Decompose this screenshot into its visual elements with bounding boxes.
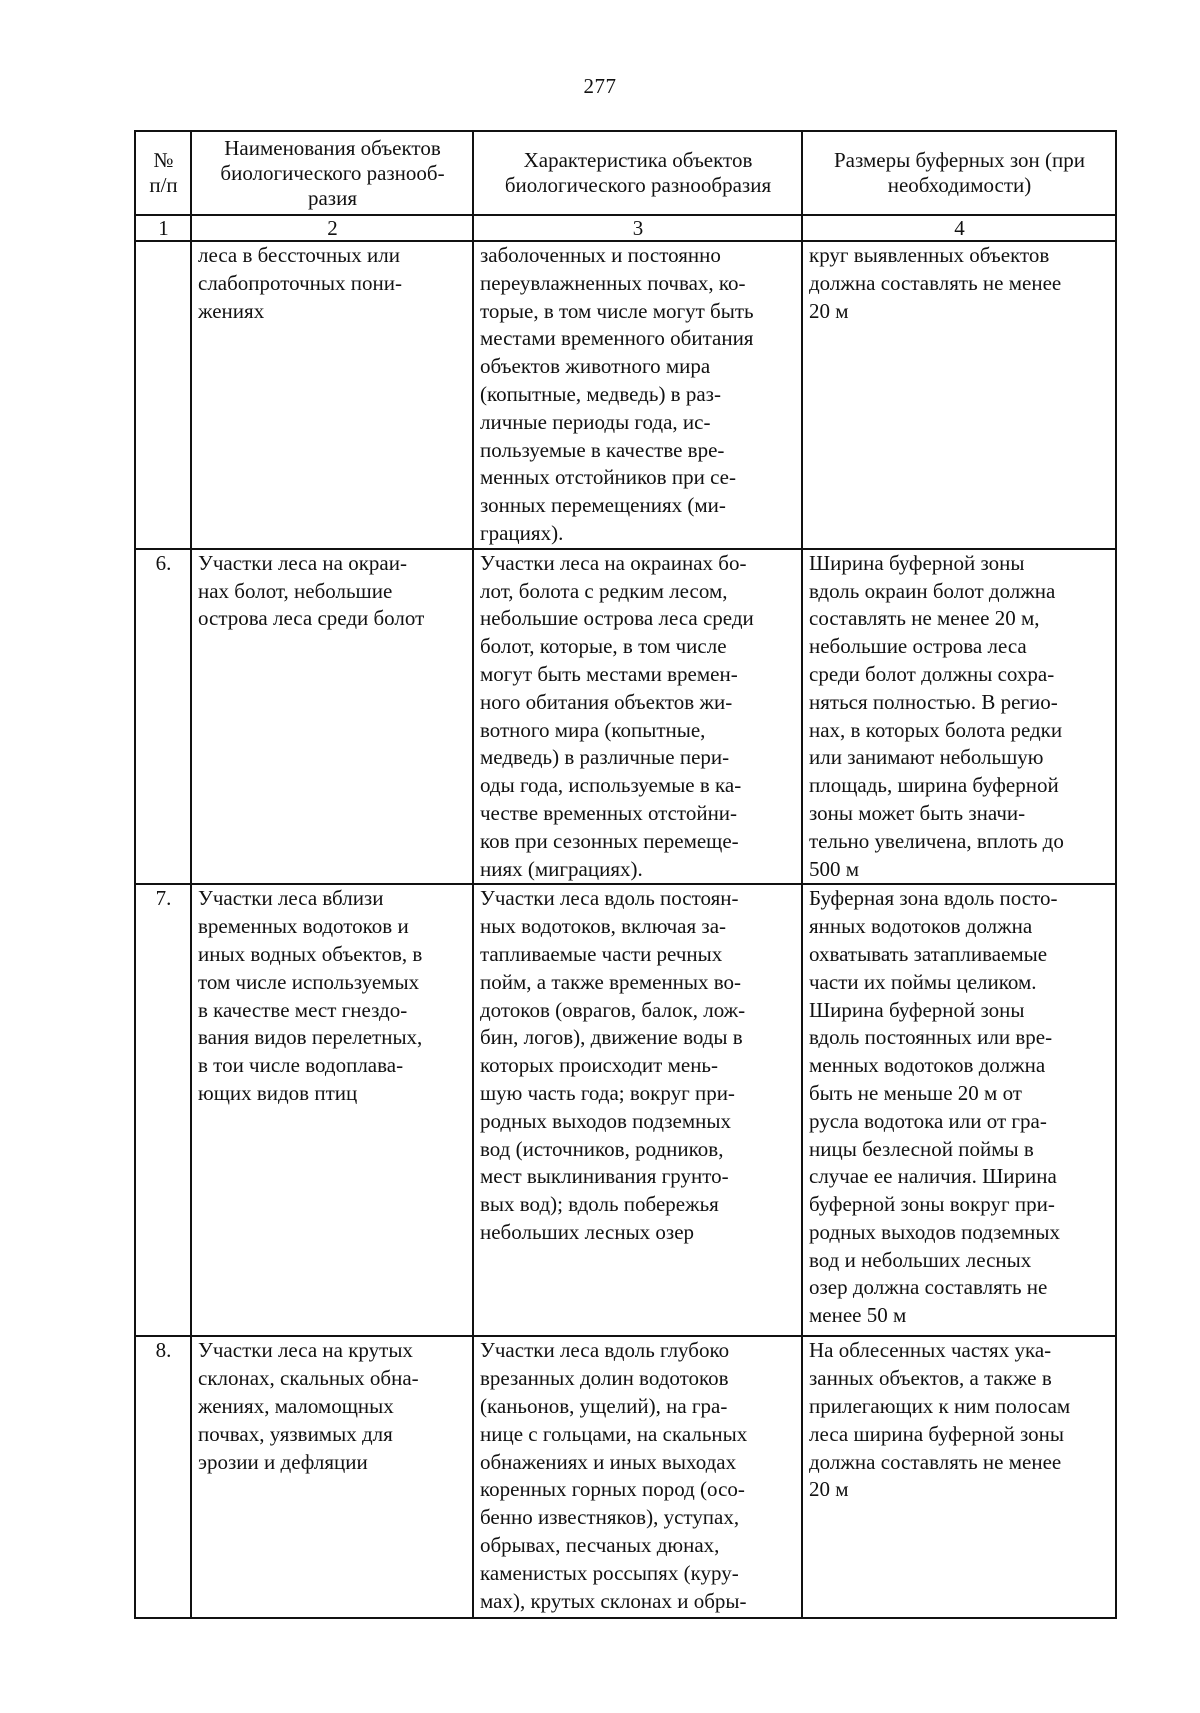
column-number-4: 4 — [802, 215, 1116, 241]
biodiversity-table — [134, 130, 1117, 1619]
table-row — [135, 884, 1116, 1336]
header-name: Наименования объектов биологического разнооб- разия — [191, 131, 473, 215]
table-row — [135, 241, 1116, 549]
column-number-row — [135, 215, 1116, 241]
column-number-2: 2 — [191, 215, 473, 241]
row-number: 6. — [135, 549, 191, 885]
object-characteristic: заболоченных и постоянно переувлажненных почвах, ко- торые, в том числе могут быть местами временного обитания объектов животного мира (копытные, медведь) в раз- личные периоды года, ис- пользуемые в качестве вре- менных отстойников при се- зонных перемещениях (ми- грациях). — [473, 241, 802, 549]
buffer-zone-size: Буферная зона вдоль посто- янных водотоков должна охватывать затапливаемые части их поймы целиком. Ширина буферной зоны вдоль постоянных или вре- менных водотоков должна быть не меньше 20 м от русла водотока или от гра- ницы безлесной поймы в случае ее наличия. Ширина буферной зоны вокруг при- родных выходов подземных вод и небольших лесных озер должна составлять не менее 50 м — [802, 884, 1116, 1336]
header-buffer: Размеры буферных зон (при необходимости) — [802, 131, 1116, 215]
row-number — [135, 241, 191, 549]
object-name: Участки леса на крутых склонах, скальных обна- жениях, маломощных почвах, уязвимых для эрозии и дефляции — [191, 1336, 473, 1618]
page-number: 277 — [583, 74, 617, 98]
header-num: № п/п — [135, 131, 191, 215]
column-number-1: 1 — [135, 215, 191, 241]
object-name: Участки леса вблизи временных водотоков и иных водных объектов, в том числе используемых в качестве мест гнездо- вания видов перелетных, в тои числе водоплава- ющих видов птиц — [191, 884, 473, 1336]
table-row — [135, 1336, 1116, 1618]
object-characteristic: Участки леса вдоль постоян- ных водотоков, включая за- тапливаемые части речных пойм, а также временных во- дотоков (оврагов, балок, лож- бин, логов), движение воды в которых происходит мень- шую часть года; вокруг при- родных выходов подземных вод (источников, родников, мест выклинивания грунто- вых вод); вдоль побережья небольших лесных озер — [473, 884, 802, 1336]
buffer-zone-size: Ширина буферной зоны вдоль окраин болот должна составлять не менее 20 м, небольшие острова леса среди болот должны сохра- няться полностью. В регио- нах, в которых болота редки или занимают небольшую площадь, ширина буферной зоны может быть значи- тельно увеличена, вплоть до 500 м — [802, 549, 1116, 885]
object-characteristic: Участки леса вдоль глубоко врезанных долин водотоков (каньонов, ущелий), на гра- нице с гольцами, на скальных обнажениях и иных выходах коренных горных пород (осо- бенно известняков), уступах, обрывах, песчаных дюнах, каменистых россыпях (куру- мах), крутых склонах и обры- — [473, 1336, 802, 1618]
row-number: 8. — [135, 1336, 191, 1618]
header-characteristic: Характеристика объектов биологического разнообразия — [473, 131, 802, 215]
table-row — [135, 549, 1116, 885]
buffer-zone-size: круг выявленных объектов должна составлять не менее 20 м — [802, 241, 1116, 549]
buffer-zone-size: На облесенных частях ука- занных объектов, а также в прилегающих к ним полосам леса ширина буферной зоны должна составлять не менее 20 м — [802, 1336, 1116, 1618]
row-number: 7. — [135, 884, 191, 1336]
table-header-row — [135, 131, 1116, 215]
object-characteristic: Участки леса на окраинах бо- лот, болота с редким лесом, небольшие острова леса среди болот, которые, в том числе могут быть местами времен- ного обитания объектов жи- вотного мира (копытные, медведь) в различные пери- оды года, используемые в ка- честве временных отстойни- ков при сезонных перемеще- ниях (миграциях). — [473, 549, 802, 885]
column-number-3: 3 — [473, 215, 802, 241]
object-name: леса в бессточных или слабопроточных пони- жениях — [191, 241, 473, 549]
object-name: Участки леса на окраи- нах болот, небольшие острова леса среди болот — [191, 549, 473, 885]
